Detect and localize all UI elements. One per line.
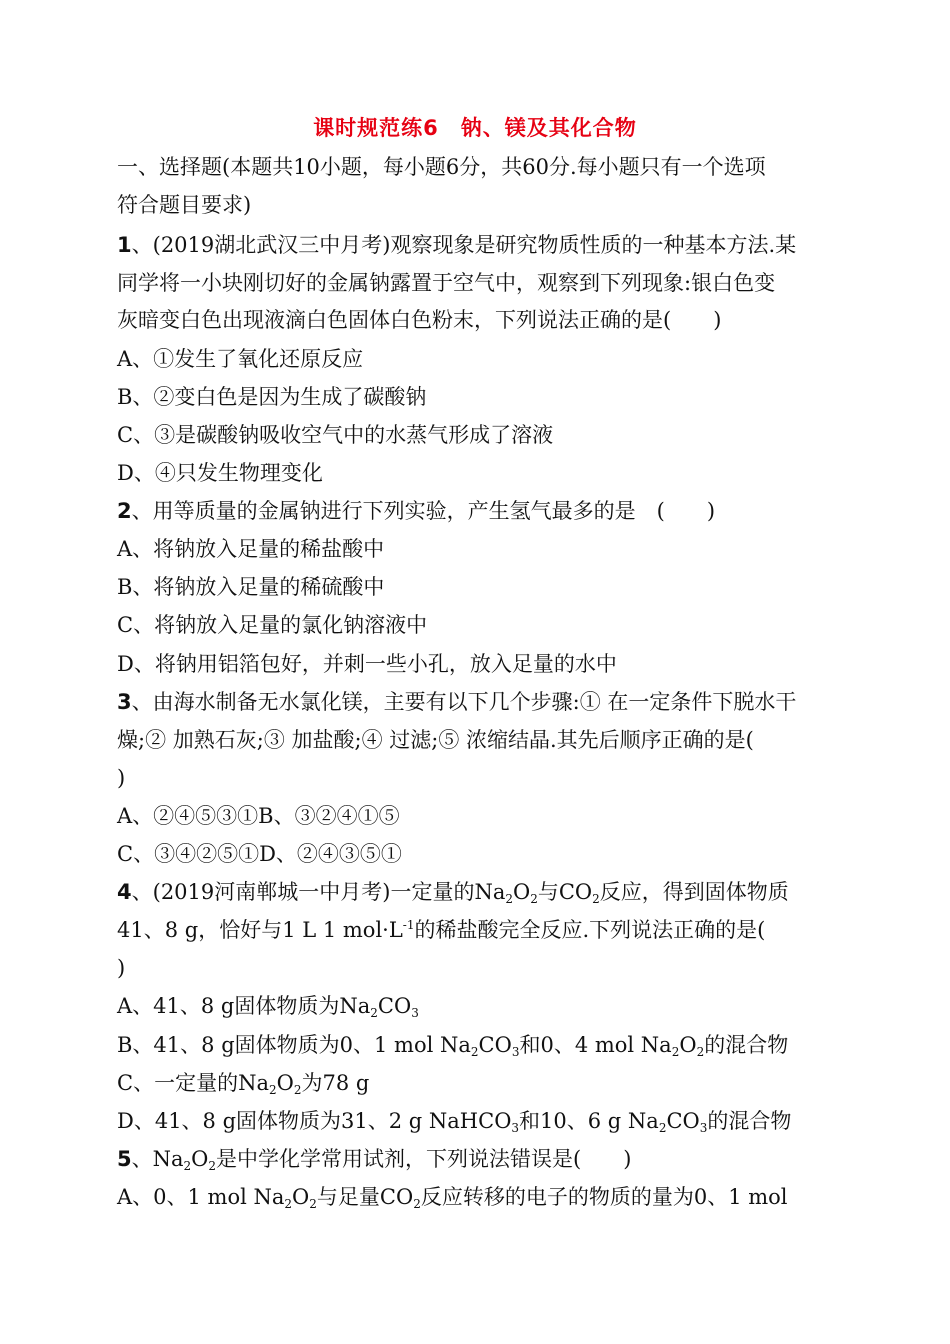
question-4-line-1: 4、(2019河南郸城一中月考)一定量的$Na_2O_2$与$CO_2$反应，得到固体物质 — [117, 880, 789, 906]
question-4-line-3: ) — [117, 956, 126, 980]
question-1-option-c: C、③是碳酸钠吸收空气中的水蒸气形成了溶液 — [117, 423, 554, 447]
section-instructions-line-1: 一、选择题(本题共10小题，每小题6分，共60分.每小题只有一个选项 — [117, 155, 766, 179]
question-3-number: 3 — [117, 690, 132, 714]
question-2-option-c: C、将钠放入足量的氯化钠溶液中 — [117, 613, 428, 637]
question-3-line-3: ) — [117, 766, 126, 790]
question-1-number: 1 — [117, 233, 132, 257]
question-2-option-a: A、将钠放入足量的稀盐酸中 — [117, 537, 385, 561]
question-5-number: 5 — [117, 1147, 132, 1171]
question-2-option-b: B、将钠放入足量的稀硫酸中 — [117, 575, 385, 599]
question-4-option-c: C、一定量的$Na_2O_2$为78 g — [117, 1071, 370, 1097]
question-1-option-a: A、①发生了氧化还原反应 — [117, 347, 364, 371]
question-4-option-d: D、41、8 g固体物质为31、2 g NaHCO$_3$和10、6 g $Na_2CO_3$的混合物 — [117, 1109, 792, 1135]
question-5-option-a: A、0、1 mol $Na_2O_2$与足量$CO_2$反应转移的电子的物质的量为0、1 mol — [117, 1185, 788, 1211]
question-4-option-a: A、41、8 g固体物质为$Na_2CO_3$ — [117, 994, 419, 1020]
page-title: 课时规范练6 钠、镁及其化合物 — [313, 116, 637, 140]
question-4-option-b: B、41、8 g固体物质为0、1 mol $Na_2CO_3$和0、4 mol $Na_2O_2$的混合物 — [117, 1033, 789, 1059]
question-1-line-1: 1、(2019湖北武汉三中月考)观察现象是研究物质性质的一种基本方法.某 — [117, 233, 797, 257]
section-instructions-line-2: 符合题目要求) — [117, 193, 252, 217]
question-4-line-2: 41、8 g，恰好与1 L 1 $mol\cdot L^{-1}$的稀盐酸完全反应.下列说法正确的是( — [117, 918, 766, 942]
question-5-line-1: 5、$Na_2O_2$是中学化学常用试剂，下列说法错误是( ) — [117, 1147, 632, 1173]
question-3-line-2: 燥;② 加熟石灰;③ 加盐酸;④ 过滤;⑤ 浓缩结晶.其先后顺序正确的是( — [117, 728, 754, 752]
question-1-line-3: 灰暗变白色出现液滴白色固体白色粉末，下列说法正确的是( ) — [117, 308, 722, 332]
question-3-line-1: 3、由海水制备无水氯化镁，主要有以下几个步骤:① 在一定条件下脱水干 — [117, 690, 797, 714]
question-4-number: 4 — [117, 880, 132, 904]
question-1-option-b: B、②变白色是因为生成了碳酸钠 — [117, 385, 427, 409]
question-1-line-2: 同学将一小块刚切好的金属钠露置于空气中，观察到下列现象:银白色变 — [117, 271, 776, 295]
question-3-options-cd: C、③④②⑤①D、②④③⑤① — [117, 842, 402, 866]
question-2-number: 2 — [117, 499, 132, 523]
question-3-options-ab: A、②④⑤③①B、③②④①⑤ — [117, 804, 400, 828]
question-1-option-d: D、④只发生物理变化 — [117, 461, 323, 485]
question-2-option-d: D、将钠用铝箔包好，并刺一些小孔，放入足量的水中 — [117, 652, 617, 676]
question-2-line-1: 2、用等质量的金属钠进行下列实验，产生氢气最多的是 ( ) — [117, 499, 716, 523]
